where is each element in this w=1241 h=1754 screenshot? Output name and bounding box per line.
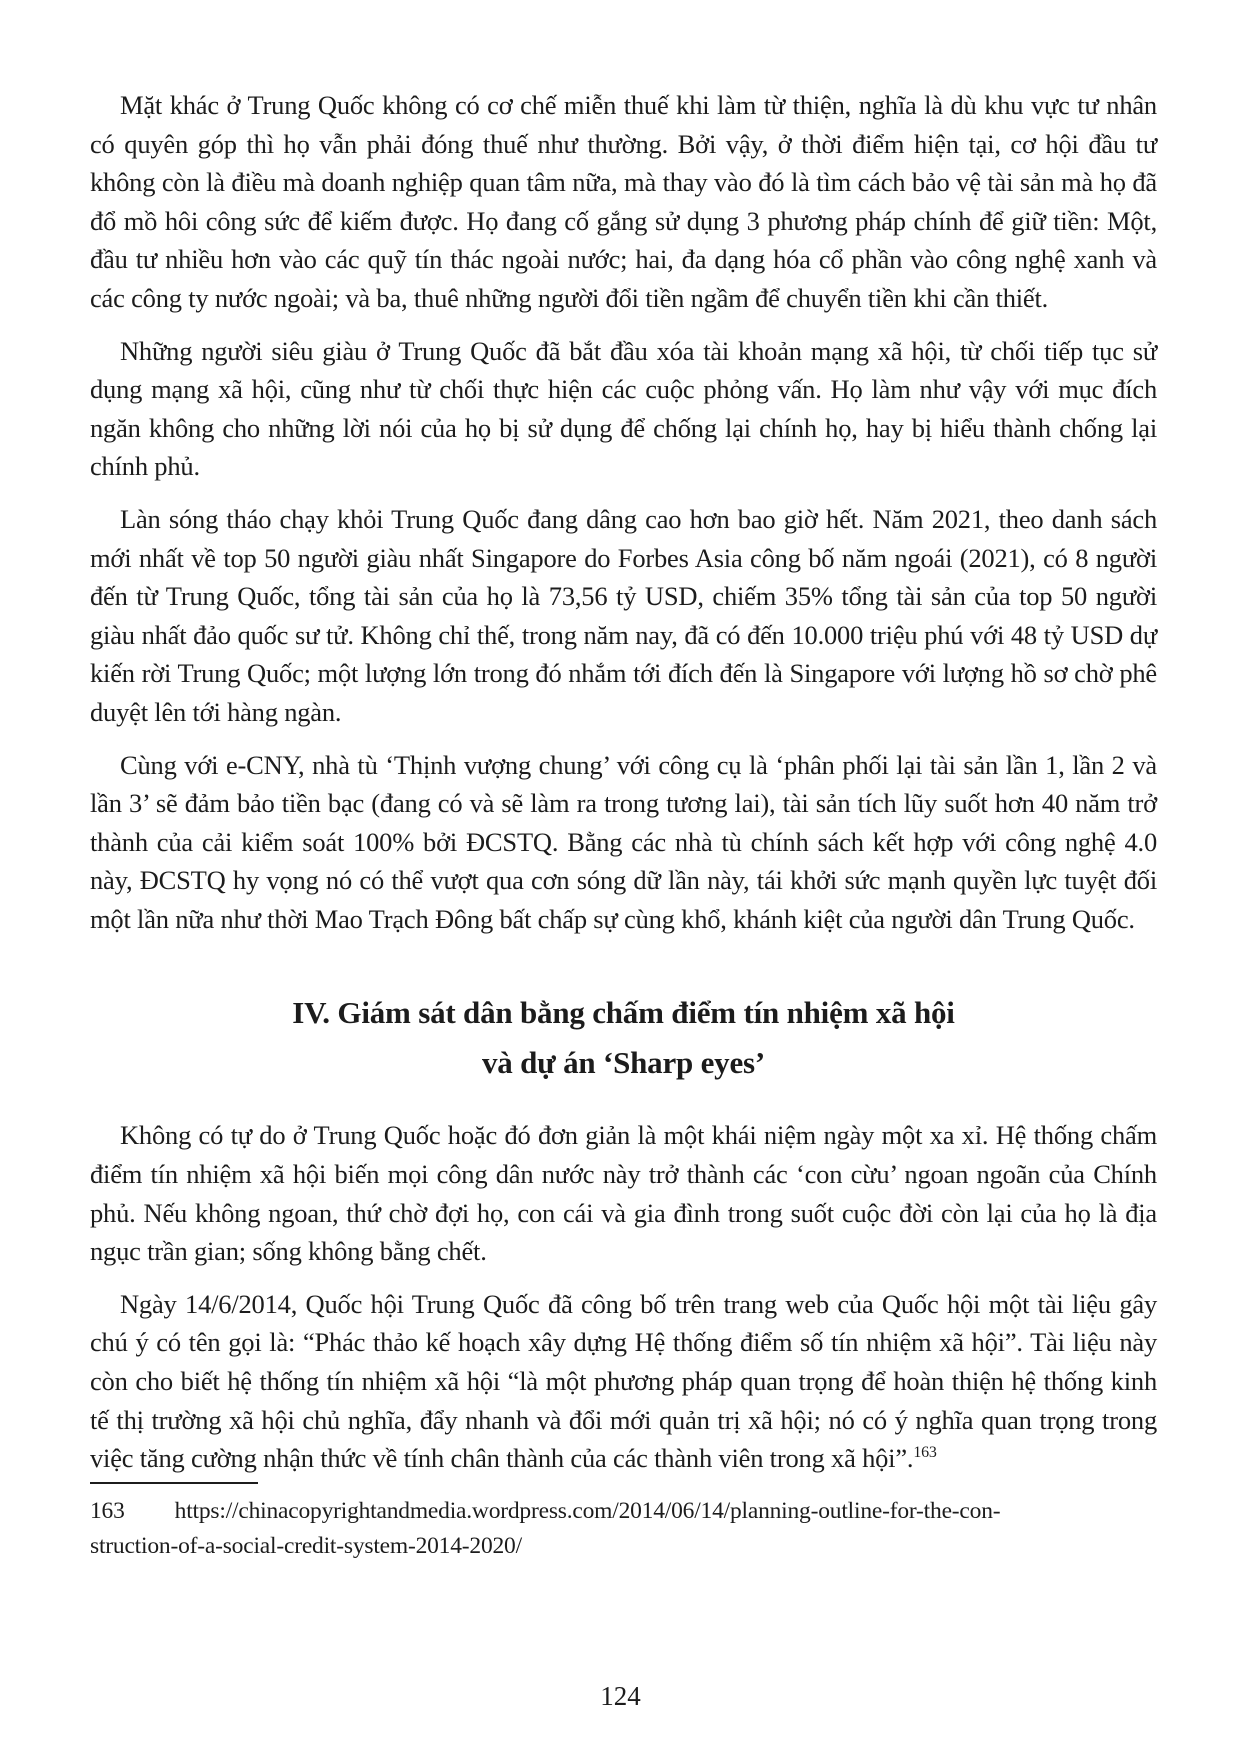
paragraph: Những người siêu giàu ở Trung Quốc đã bắt đầu xóa tài khoản mạng xã hội, từ chối tiếp tục sử dụng mạng xã hội, cũng như từ chối thực hiện các cuộc phỏng vấn. Họ làm như vậy với mục đích ngăn không cho những lời nói của họ bị sử dụng để chống lại chính họ, hay bị hiểu thành chống lại chính phủ. — [90, 335, 1157, 482]
page-number: 124 — [600, 1681, 641, 1711]
footnote-separator — [90, 1482, 258, 1484]
paragraph: Mặt khác ở Trung Quốc không có cơ chế miễn thuế khi làm từ thiện, nghĩa là dù khu vực tư nhân có quyên góp thì họ vẫn phải đóng thuế như thường. Bởi vậy, ở thời điểm hiện tại, cơ hội đầu tư không còn là điều mà doanh nghiệp quan tâm nữa, mà thay vào đó là tìm cách bảo vệ tài sản mà họ đã đổ mồ hôi công sức để kiếm được. Họ đang cố gắng sử dụng 3 phương pháp chính để giữ tiền: Một, đầu tư nhiều hơn vào các quỹ tín thác ngoài nước; hai, đa dạng hóa cổ phần vào công nghệ xanh và các công ty nước ngoài; và ba, thuê những người đổi tiền ngầm để chuyển tiền khi cần thiết. — [90, 90, 1157, 313]
closing-paragraph-text: Ngày 14/6/2014, Quốc hội Trung Quốc đã công bố trên trang web của Quốc hội một tài liệu gây chú ý có tên gọi là: “Phác thảo kế hoạch xây dựng Hệ thống điểm số tín nhiệm xã hội”. Tài liệu này còn cho biết hệ thống tín nhiệm xã hội “là một phương pháp quan trọng để hoàn thiện hệ thống kinh tế thị trường xã hội chủ nghĩa, đẩy nhanh và đổi mới quản trị xã hội; nó có ý nghĩa quan trọng trong việc tăng cường nhận thức về tính chân thành của các thành viên trong xã hội”. — [90, 1288, 1157, 1474]
paragraph: Làn sóng tháo chạy khỏi Trung Quốc đang dâng cao hơn bao giờ hết. Năm 2021, theo danh sách mới nhất về top 50 người giàu nhất Singapore do Forbes Asia công bố năm ngoái (2021), có 8 người đến từ Trung Quốc, tổng tài sản của họ là 73,56 tỷ USD, chiếm 35% tổng tài sản của top 50 người giàu nhất đảo quốc sư tử. Không chỉ thế, trong năm nay, đã có đến 10.000 triệu phú với 48 tỷ USD dự kiến rời Trung Quốc; một lượng lớn trong đó nhắm tới đích đến là Singapore với lượng hồ sơ chờ phê duyệt lên tới hàng ngàn. — [90, 503, 1157, 727]
section-heading-line2: và dự án ‘Sharp eyes’ — [481, 1045, 766, 1081]
footnote-reference: 163 — [913, 1444, 937, 1462]
footnote-number: 163 — [90, 1497, 125, 1524]
paragraph: Cùng với e-CNY, nhà tù ‘Thịnh vượng chung’ với công cụ là ‘phân phối lại tài sản lần 1, lần 2 và lần 3’ sẽ đảm bảo tiền bạc (đang có và sẽ làm ra trong tương lai), tài sản tích lũy suốt hơn 40 năm trở thành của cải kiểm soát 100% bởi ĐCSTQ. Bằng các nhà tù chính sách kết hợp với công nghệ 4.0 này, ĐCSTQ hy vọng nó có thể vượt qua cơn sóng dữ lần này, tái khởi sức mạnh quyền lực tuyệt đối một lần nữa như thời Mao Trạch Đông bất chấp sự cùng khổ, khánh kiệt của người dân Trung Quốc. — [90, 749, 1157, 934]
footnote — [90, 1482, 1157, 1564]
section-heading-line1: IV. Giám sát dân bằng chấm điểm tín nhiệm xã hội — [292, 995, 955, 1031]
paragraph: Không có tự do ở Trung Quốc hoặc đó đơn giản là một khái niệm ngày một xa xỉ. Hệ thống chấm điểm tín nhiệm xã hội biến mọi công dân nước này trở thành các ‘con cừu’ ngoan ngoãn của Chính phủ. Nếu không ngoan, thứ chờ đợi họ, con cái và gia đình trong suốt cuộc đời còn lại của họ là địa ngục trần gian; sống không bằng chết. — [90, 1120, 1157, 1267]
footnote-url-line1: https://chinacopyrightandmedia.wordpress.com/2014/06/14/planning-outline-for-the-con- — [174, 1497, 1001, 1524]
section-heading — [90, 988, 1157, 1088]
footnote-url-line2: struction-of-a-social-credit-system-2014-2020/ — [90, 1532, 522, 1559]
paragraph — [90, 1285, 1157, 1478]
